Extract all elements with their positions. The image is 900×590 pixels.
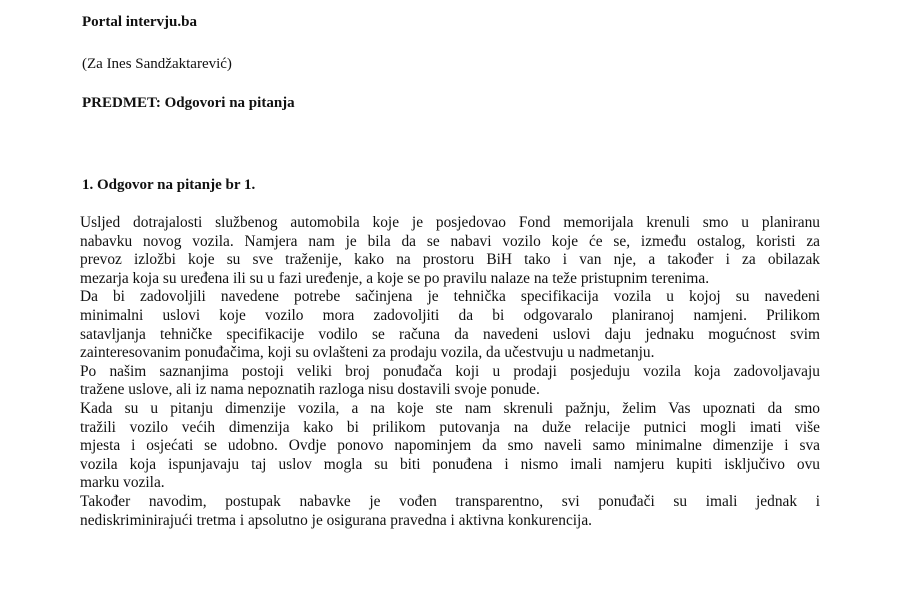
subject-line: PREDMET: Odgovori na pitanja xyxy=(82,95,295,111)
body-line: Da bi zadovoljili navedene potrebe sačinjena je tehnička specifikacija vozila u kojoj su navedeni xyxy=(80,288,820,306)
portal-name: Portal intervju.ba xyxy=(82,14,197,30)
body-line: nabavku novog vozila. Namjera nam je bila da se nabavi vozilo koje će se, između ostalog, koristi za xyxy=(80,232,820,250)
body-line: zainteresovanim ponuđačima, koji su ovlašteni za prodaju vozila, da učestvuju u nadmetanju. xyxy=(80,344,655,362)
body-line: marku vozila. xyxy=(80,474,165,492)
answer-body xyxy=(80,214,820,530)
body-line: Također navodim, postupak nabavke je vođen transparentno, svi ponuđači su imali jednak i xyxy=(80,492,820,510)
body-line: Usljed dotrajalosti službenog automobila koje je posjedovao Fond memorijala krenuli smo u planiranu xyxy=(80,214,820,231)
body-line: vozila koja ispunjavaju taj uslov mogla su biti ponuđena i nismo imali namjeru kupiti isključivo ovu xyxy=(80,455,820,473)
body-line: mjesta i osjećati se udobno. Ovdje ponovo napominjem da smo naveli samo minimalne dimenzije i sva xyxy=(80,437,820,455)
section-heading: 1. Odgovor na pitanje br 1. xyxy=(82,177,256,193)
body-line: satavljanja tehničke specifikacije vodilo se računa da navedeni uslovi daju jednaku mogućnost svim xyxy=(80,325,820,343)
body-line: prevoz izložbi koje su sve traženije, kako na prostoru BiH tako i van nje, a također i za obilazak xyxy=(80,251,820,269)
body-line: tražili vozilo većih dimenzija kako bi prilikom putovanja na duže relacije putnici mogli imati više xyxy=(80,418,820,436)
body-line: mezarja koja su uređena ili su u fazi uređenje, a koje se po pravilu nalaze na teže pristupnim terenima. xyxy=(80,269,710,287)
body-line: tražene uslove, ali iz nama nepoznatih razloga nisu dostavili svoje ponude. xyxy=(80,381,540,399)
recipient-line: (Za Ines Sandžaktarević) xyxy=(82,56,232,72)
body-line: minimalni uslovi koje vozilo mora zadovoljiti da bi odgovaralo planiranoj namjeni. Prilikom xyxy=(80,306,820,324)
body-line: Po našim saznanjima postoji veliki broj ponuđača koji u prodaji posjeduju vozila koja zadovoljavaju xyxy=(80,362,820,380)
body-line: nediskriminirajući tretma i apsolutno je osigurana pravedna i aktivna konkurencija. xyxy=(80,511,593,529)
body-line: Kada su u pitanju dimenzije vozila, a na koje ste nam skrenuli pažnju, želim Vas upoznati da smo xyxy=(80,399,820,417)
